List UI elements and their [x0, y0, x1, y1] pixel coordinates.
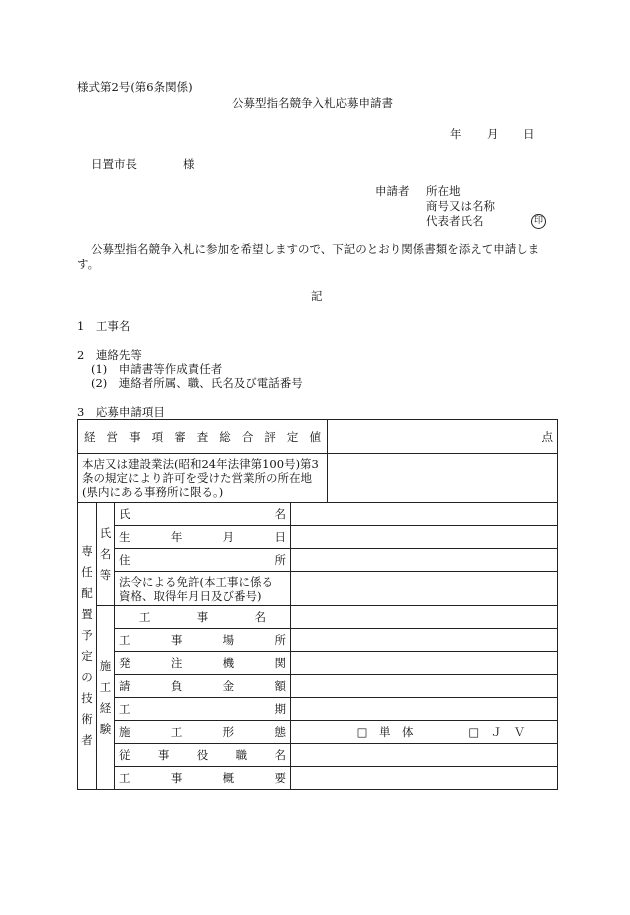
form-number: 様式第2号(第6条関係) [77, 80, 193, 94]
office-location-value[interactable] [328, 454, 558, 503]
client-value[interactable] [291, 652, 558, 675]
application-table [77, 419, 557, 794]
summary-label: 工 事 概 要 [115, 767, 291, 790]
birthdate-label: 生 年 月 日 [115, 526, 291, 549]
item-1-work-name: 1 工事名 [77, 319, 131, 333]
amount-value[interactable] [291, 675, 558, 698]
work-name-label: 工 事 名 [115, 606, 291, 629]
experience-group-label: 施 工 経 験 [97, 606, 115, 790]
birthdate-value[interactable] [291, 526, 558, 549]
form-value [291, 721, 558, 744]
body-text-line2: す。 [77, 257, 100, 271]
applicant-company: 商号又は名称 [426, 199, 495, 213]
item-2-contact: 2 連絡先等 [77, 348, 142, 362]
summary-value[interactable] [291, 767, 558, 790]
client-label: 発 注 機 関 [115, 652, 291, 675]
work-place-label: 工 事 場 所 [115, 629, 291, 652]
item-2-2: (2) 連絡者所属、職、氏名及び電話番号 [91, 376, 303, 390]
name-value[interactable] [291, 503, 558, 526]
amount-label: 請 負 金 額 [115, 675, 291, 698]
applicant-label: 申請者 [375, 184, 410, 198]
work-name-value[interactable] [291, 606, 558, 629]
document-title: 公募型指名競争入札応募申請書 [232, 96, 393, 110]
role-label: 従 事 役 職 名 [115, 744, 291, 767]
rating-label-cell [78, 420, 328, 454]
applicant-representative: 代表者氏名 [426, 214, 484, 228]
engineer-section-label: 専 任 配 置 予 定 の 技 術 者 [78, 503, 97, 790]
date-day: 日 [523, 127, 535, 141]
item-3-application-items: 3 応募申請項目 [77, 405, 165, 419]
period-value[interactable] [291, 698, 558, 721]
period-label: 工 期 [115, 698, 291, 721]
name-label: 氏 名 [115, 503, 291, 526]
applicant-address: 所在地 [426, 184, 461, 198]
addressee-name: 日置市長 [91, 157, 137, 171]
rating-value-cell[interactable] [328, 420, 558, 454]
role-value[interactable] [291, 744, 558, 767]
date-year: 年 [450, 127, 462, 141]
form-label: 施 工 形 態 [115, 721, 291, 744]
license-label: 法令による免許(本工事に係る 資格、取得年月日及び番号) [115, 572, 291, 606]
work-place-value[interactable] [291, 629, 558, 652]
item-2-1: (1) 申請書等作成責任者 [91, 362, 223, 376]
name-group-label: 氏 名 等 [97, 503, 115, 606]
rating-unit: 点 [541, 429, 553, 444]
address-label: 住 所 [115, 549, 291, 572]
form-jv-checkbox[interactable]: □ Ｊ Ｖ [468, 725, 526, 739]
rating-label: 経 営 事 項 審 査 総 合 評 定 値 [84, 429, 321, 444]
ki-heading: 記 [311, 289, 323, 303]
body-text-line1: 公募型指名競争入札に参加を希望しますので、下記のとおり関係書類を添えて申請しま [91, 242, 540, 256]
seal-icon: 印 [531, 214, 546, 229]
addressee-honorific: 様 [183, 157, 195, 171]
date-month: 月 [487, 127, 499, 141]
form-single-checkbox[interactable]: □ 単 体 [356, 725, 414, 739]
license-value[interactable] [291, 572, 558, 606]
address-value[interactable] [291, 549, 558, 572]
office-location-label: 本店又は建設業法(昭和24年法律第100号)第3 条の規定により許可を受けた営業所の所在地 (県内にある事務所に限る。) [78, 454, 328, 503]
